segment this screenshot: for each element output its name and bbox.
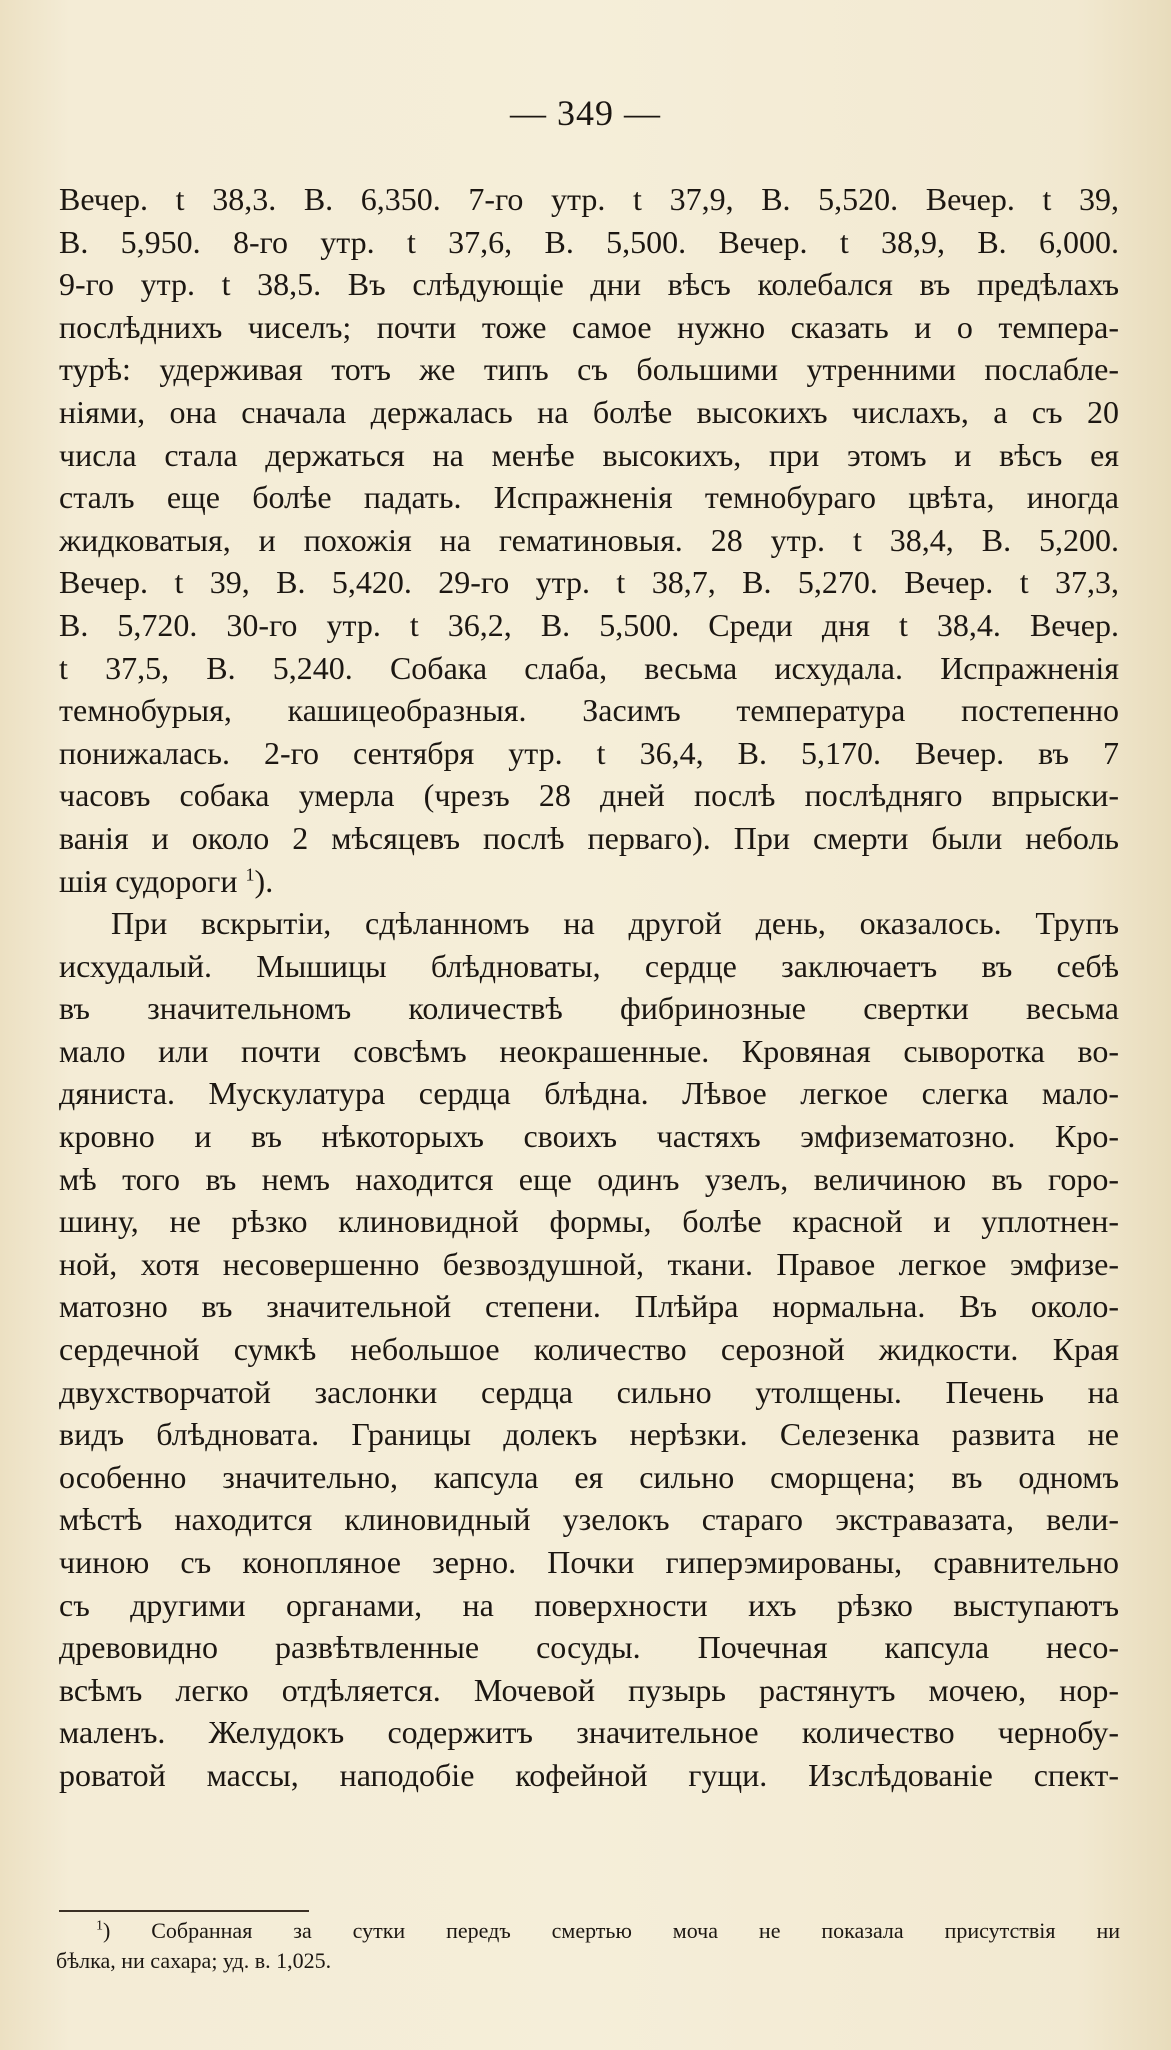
text-line: темнобурыя, кашицеобразныя. Засимъ температура постепенно — [59, 692, 1119, 729]
text-line: шину, не рѣзко клиновидной формы, болѣе красной и уплотнен- — [59, 1203, 1119, 1240]
body-text — [59, 178, 1119, 1797]
text-line: Вечер. t 39, В. 5,420. 29-го утр. t 38,7, В. 5,270. Вечер. t 37,3, — [59, 564, 1119, 601]
text-line: съ другими органами, на поверхности ихъ рѣзко выступаютъ — [59, 1586, 1119, 1623]
text-line: особенно значительно, капсула ея сильно сморщена; въ одномъ — [59, 1458, 1119, 1495]
text-line: древовидно развѣтвленные сосуды. Почечная капсула несо- — [59, 1629, 1119, 1666]
text-line: числа стала держаться на менѣе высокихъ, при этомъ и вѣсъ ея — [59, 436, 1119, 473]
text-line: сталъ еще болѣе падать. Испражненія темнобураго цвѣта, иногда — [59, 479, 1119, 516]
text-fragment: ). — [254, 862, 274, 899]
footnote-reference[interactable]: 1 — [245, 863, 255, 884]
text-line: турѣ: удерживая тотъ же типъ съ большими утренними послабле- — [59, 351, 1119, 388]
text-line: мѣ того въ немъ находится еще одинъ узелъ, величиною въ горо- — [59, 1160, 1119, 1197]
text-fragment: шія судороги — [59, 862, 238, 899]
text-line: двухстворчатой заслонки сердца сильно утолщены. Печень на — [59, 1373, 1119, 1410]
text-line-last — [59, 860, 1119, 903]
text-line: исхудалый. Мышицы блѣдноваты, сердце заключаетъ въ себѣ — [59, 947, 1119, 984]
text-line: кровно и въ нѣкоторыхъ своихъ частяхъ эмфизематозно. Кро- — [59, 1118, 1119, 1155]
text-line: ніями, она сначала держалась на болѣе высокихъ числахъ, а съ 20 — [59, 393, 1119, 430]
text-line: Вечер. t 38,3. В. 6,350. 7-го утр. t 37,9, В. 5,520. Вечер. t 39, — [59, 181, 1119, 217]
text-line: ной, хотя несовершенно безвоздушной, ткани. Правое легкое эмфизе- — [59, 1245, 1119, 1282]
text-line: матозно въ значительной степени. Плѣйра нормальна. Въ около- — [59, 1288, 1119, 1325]
text-line: сердечной сумкѣ небольшое количество серозной жидкости. Края — [59, 1331, 1119, 1368]
text-line: часовъ собака умерла (чрезъ 28 дней послѣ послѣдняго впрыски- — [59, 777, 1119, 814]
footnote-line — [96, 1916, 1120, 1946]
text-line: понижалась. 2-го сентября утр. t 36,4, В. 5,170. Вечер. въ 7 — [59, 734, 1119, 771]
footnote-line: бѣлка, ни сахара; уд. в. 1,025. — [56, 1948, 332, 1973]
footnote-divider — [59, 1910, 309, 1912]
text-line: В. 5,720. 30-го утр. t 36,2, В. 5,500. Среди дня t 38,4. Вечер. — [59, 606, 1119, 643]
text-line: всѣмъ легко отдѣляется. Мочевой пузырь растянутъ мочею, нор- — [59, 1671, 1119, 1708]
footnote-marker: 1 — [96, 1918, 103, 1934]
text-line: видъ блѣдновата. Границы долекъ нерѣзки. Селезенка развита не — [59, 1416, 1119, 1453]
footnotes — [56, 1916, 1120, 1976]
text-line: мало или почти совсѣмъ неокрашенные. Кровяная сыворотка во- — [59, 1032, 1119, 1069]
page-number: — 349 — — [510, 93, 661, 133]
text-line-indented: При вскрытіи, сдѣланномъ на другой день, оказалось. Трупъ — [111, 905, 1119, 942]
text-line: В. 5,950. 8-го утр. t 37,6, В. 5,500. Вечер. t 38,9, В. 6,000. — [59, 223, 1119, 260]
text-line: въ значительномъ количествѣ фибринозные свертки весьма — [59, 990, 1119, 1027]
text-line: 9-го утр. t 38,5. Въ слѣдующіе дни вѣсъ колебался въ предѣлахъ — [59, 266, 1119, 303]
text-line: t 37,5, В. 5,240. Собака слаба, весьма исхудала. Испражненія — [59, 649, 1119, 686]
text-line: чиною съ конопляное зерно. Почки гиперэмированы, сравнительно — [59, 1544, 1119, 1580]
text-line: мѣстѣ находится клиновидный узелокъ стараго экстравазата, вели- — [59, 1501, 1119, 1538]
text-line: роватой массы, наподобіе кофейной гущи. Изслѣдованіе спект- — [59, 1756, 1119, 1793]
text-line: послѣднихъ чиселъ; почти тоже самое нужно сказать и о темпера- — [59, 308, 1119, 345]
text-line: жидковатыя, и похожія на гематиновыя. 28 утр. t 38,4, В. 5,200. — [59, 521, 1119, 558]
text-line: маленъ. Желудокъ содержитъ значительное количество чернобу- — [59, 1714, 1119, 1751]
text-line: ванія и около 2 мѣсяцевъ послѣ перваго). При смерти были неболь — [59, 819, 1119, 856]
footnote-text: ) Собранная за сутки передъ смертью моча не показала присутствія ни — [103, 1918, 1120, 1943]
text-line: дяниста. Мускулатура сердца блѣдна. Лѣвое легкое слегка мало- — [59, 1075, 1119, 1112]
